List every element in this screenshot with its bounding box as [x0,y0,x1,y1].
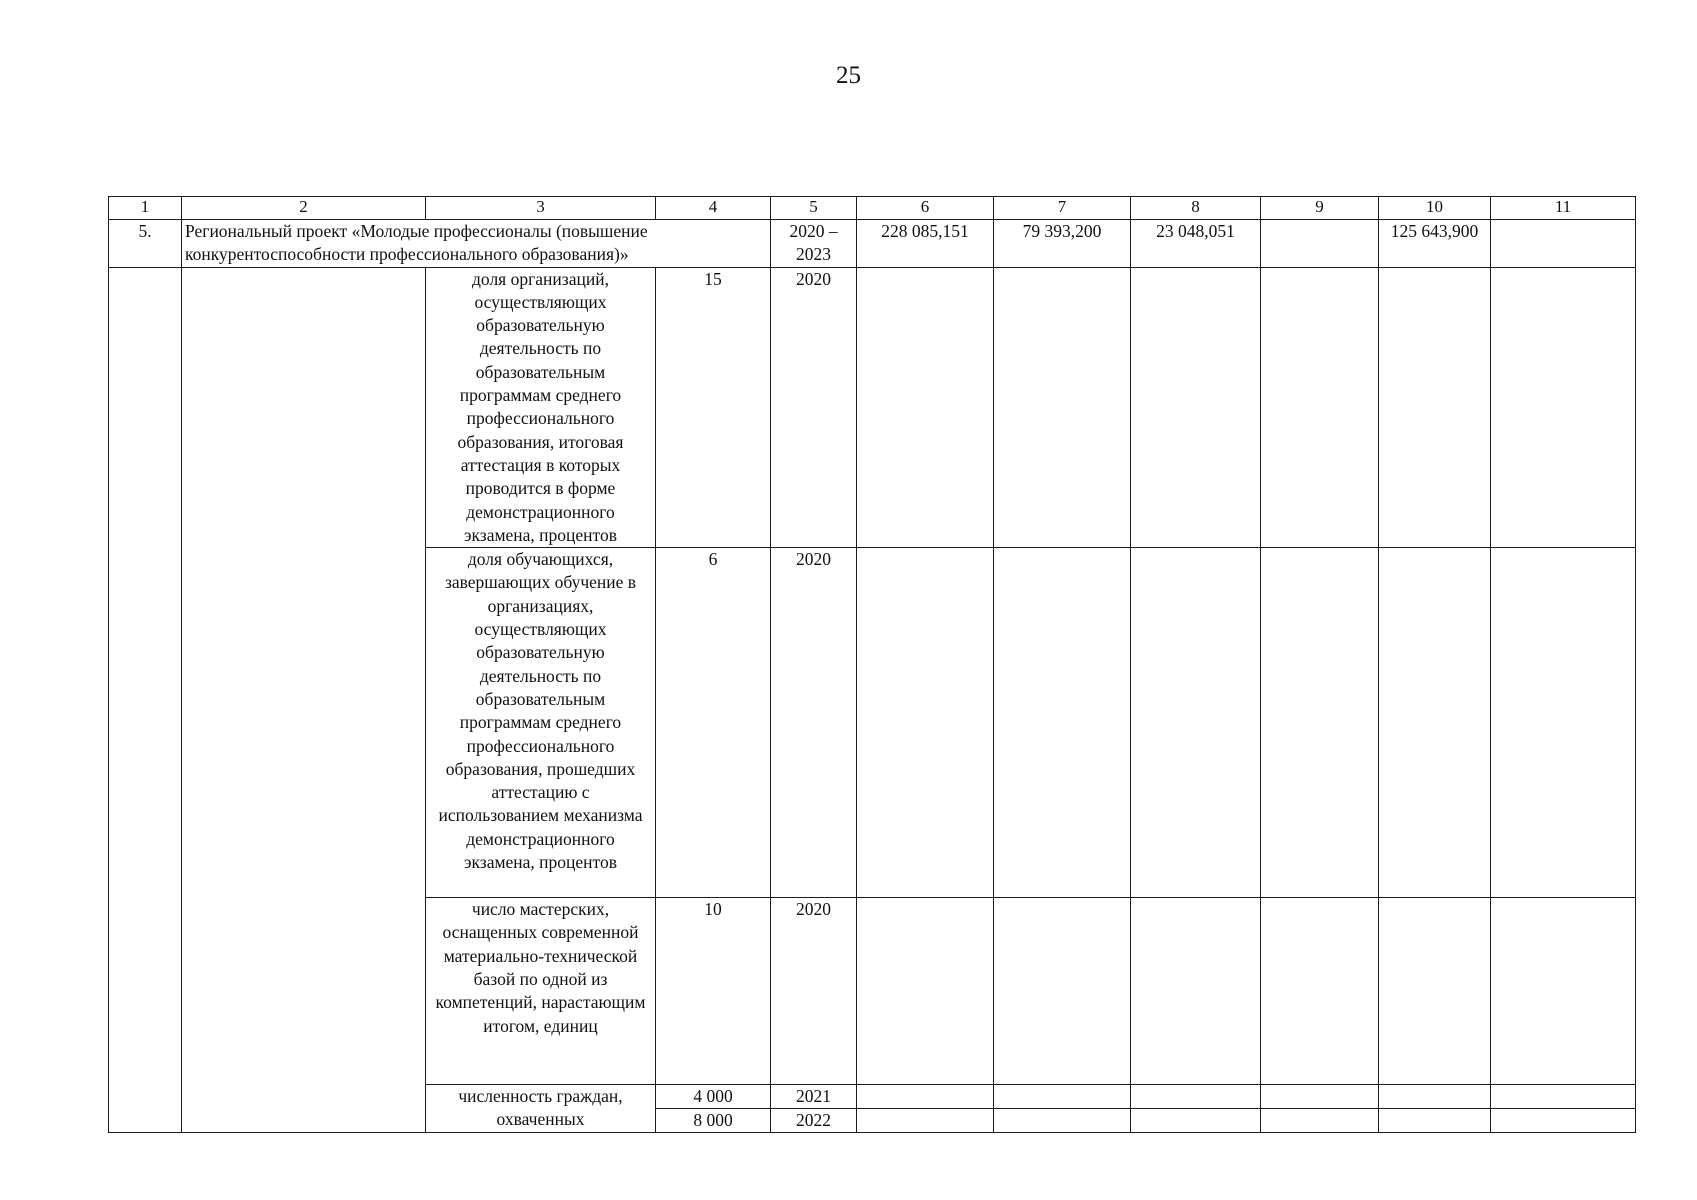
indicator-value: 8 000 [656,1108,771,1132]
column-header: 6 [857,197,994,220]
column-header: 4 [656,197,771,220]
column-header: 11 [1491,197,1636,220]
column-header: 8 [1131,197,1261,220]
column-header: 1 [109,197,182,220]
indicator-text: доля организаций, осуществляющих образовательную деятельность по образовательным программам среднего профессионального образования, итоговая аттестация в которых проводится в форме демонстрационного экзамена, процентов [426,267,656,548]
project-row [109,220,1636,268]
project-col6: 228 085,151 [857,220,994,268]
indicator-value: 10 [656,898,771,1085]
column-header: 3 [426,197,656,220]
indicator-value: 15 [656,267,771,548]
indicator-year: 2021 [771,1085,857,1109]
project-col9 [1261,220,1379,268]
page-number: 25 [836,62,861,89]
indicator-text: численность граждан, охваченных [426,1085,656,1133]
column-header: 2 [182,197,426,220]
column-header: 5 [771,197,857,220]
indicator-year: 2020 [771,548,857,898]
indicator-value: 6 [656,548,771,898]
project-col7: 79 393,200 [994,220,1131,268]
column-header: 10 [1379,197,1491,220]
project-number: 5. [109,220,182,268]
indicator-value: 4 000 [656,1085,771,1109]
financing-table [108,196,1636,1133]
project-col10: 125 643,900 [1379,220,1491,268]
indicator-text: число мастерских, оснащенных современной материально-технической базой по одной из компетенций, нарастающим итогом, единиц [426,898,656,1085]
empty-cell [109,267,182,1132]
project-name: Региональный проект «Молодые профессионалы (повышение конкурентоспособности профессионального образования)» [182,220,771,268]
column-header: 7 [994,197,1131,220]
column-header: 9 [1261,197,1379,220]
indicator-year: 2020 [771,898,857,1085]
empty-cell [182,267,426,1132]
project-col11 [1491,220,1636,268]
indicator-row [109,267,1636,548]
project-period: 2020 – 2023 [771,220,857,268]
indicator-text: доля обучающихся, завершающих обучение в организациях, осуществляющих образовательную деятельность по образовательным программам среднего профессионального образования, прошедших аттестацию с использованием механизма демонстрационного экзамена, процентов [426,548,656,898]
column-number-row [109,197,1636,220]
indicator-year: 2022 [771,1108,857,1132]
project-col8: 23 048,051 [1131,220,1261,268]
indicator-year: 2020 [771,267,857,548]
